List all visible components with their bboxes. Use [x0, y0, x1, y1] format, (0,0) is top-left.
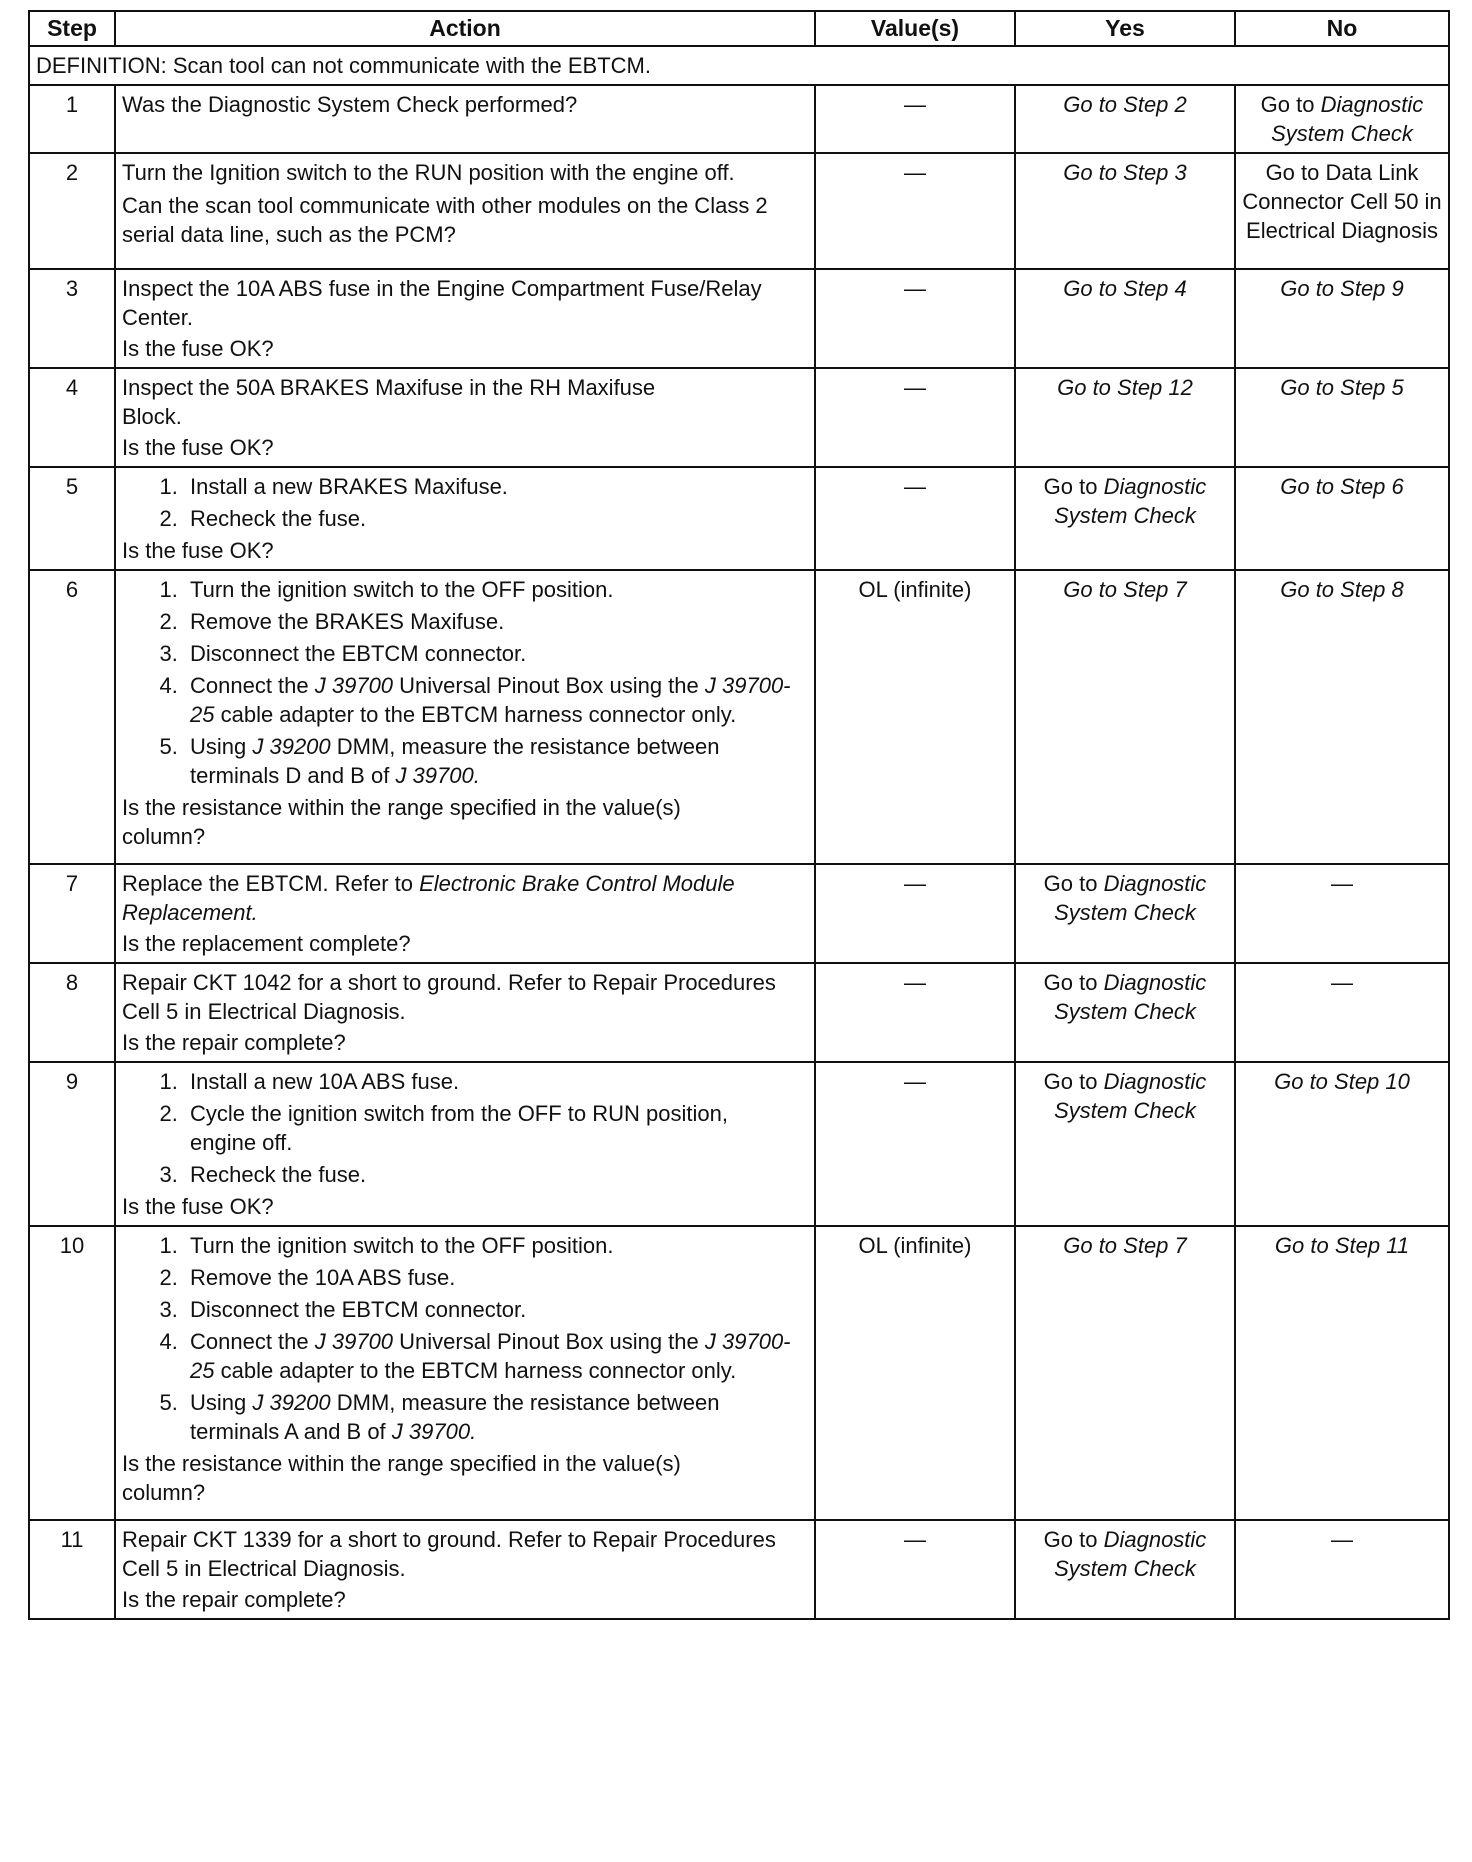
list-item: 1. Install a new BRAKES Maxifuse. — [184, 472, 808, 501]
action-text: Inspect the 10A ABS fuse in the Engine Compartment Fuse/Relay Center. — [122, 276, 762, 330]
yes-cell — [1015, 1520, 1235, 1619]
no-text: Go to Step 9 — [1280, 276, 1404, 301]
table-row — [29, 1520, 1449, 1619]
no-link-text: Diagnostic System Check — [1271, 92, 1424, 146]
tool-ref: J 39700-25 — [190, 673, 791, 727]
action-cell — [115, 467, 815, 570]
no-cell — [1235, 1226, 1449, 1520]
list-item: 2. Remove the BRAKES Maxifuse. — [184, 607, 808, 636]
no-text: Go to Step 6 — [1280, 474, 1404, 499]
value-cell: — — [815, 368, 1015, 467]
yes-cell — [1015, 570, 1235, 864]
action-question: Is the fuse OK? — [122, 435, 274, 460]
no-cell: — — [1235, 864, 1449, 963]
yes-link-text: Diagnostic System Check — [1054, 474, 1207, 528]
yes-text: Go to Step 7 — [1063, 1233, 1187, 1258]
yes-cell — [1015, 153, 1235, 269]
action-question: Is the fuse OK? — [122, 1194, 274, 1219]
list-item: 1. Install a new 10A ABS fuse. — [184, 1067, 748, 1096]
list-item: 2. Recheck the fuse. — [184, 504, 808, 533]
table-row — [29, 1226, 1449, 1520]
step-number: 3 — [29, 269, 115, 368]
action-text: Repair CKT 1339 for a short to ground. Refer to Repair Procedures Cell 5 in Electrical Diagnosis. — [122, 1527, 776, 1581]
action-question: Is the repair complete? — [122, 1030, 346, 1055]
yes-text: Go to Step 12 — [1057, 375, 1193, 400]
tool-ref: J 39200 — [252, 1390, 331, 1415]
yes-cell — [1015, 864, 1235, 963]
yes-text: Go to — [1043, 970, 1104, 995]
action-cell — [115, 85, 815, 153]
action-text: Inspect the 50A BRAKES Maxifuse in the RH Maxifuse Block. — [122, 375, 656, 429]
step-number: 10 — [29, 1226, 115, 1520]
tool-ref: J 39700 — [314, 1329, 394, 1354]
no-cell — [1235, 1062, 1449, 1226]
yes-text: Go to — [1043, 474, 1104, 499]
yes-text: Go to Step 2 — [1063, 92, 1187, 117]
table-row — [29, 963, 1449, 1062]
no-cell — [1235, 467, 1449, 570]
header-yes: Yes — [1015, 11, 1235, 46]
action-question: Is the resistance within the range specified in the value(s) column? — [122, 1451, 681, 1505]
list-item-text: cable adapter to the EBTCM harness connector only. — [214, 702, 737, 727]
action-cell — [115, 153, 815, 269]
no-cell: — — [1235, 963, 1449, 1062]
action-cell — [115, 570, 815, 864]
definition-text: DEFINITION: Scan tool can not communicate with the EBTCM. — [29, 46, 1449, 85]
list-item: 2. Cycle the ignition switch from the OFF to RUN position, engine off. — [184, 1099, 748, 1157]
table-row — [29, 467, 1449, 570]
list-item: 3. Disconnect the EBTCM connector. — [184, 1295, 808, 1324]
list-item: 2. Remove the 10A ABS fuse. — [184, 1263, 808, 1292]
action-cell — [115, 1226, 815, 1520]
yes-cell — [1015, 1062, 1235, 1226]
yes-cell — [1015, 1226, 1235, 1520]
no-text: Go to Step 10 — [1274, 1069, 1410, 1094]
action-steps-list — [122, 1067, 808, 1189]
tool-ref: J 39700. — [395, 763, 480, 788]
diagnostic-table — [28, 10, 1450, 1620]
no-cell: — — [1235, 1520, 1449, 1619]
tool-ref: J 39700. — [391, 1419, 477, 1444]
list-item-text: Universal Pinout Box using the — [393, 1329, 705, 1354]
no-text: Go to Step 11 — [1274, 1233, 1410, 1258]
list-item: 1. Turn the ignition switch to the OFF position. — [184, 575, 808, 604]
value-cell: — — [815, 269, 1015, 368]
list-item: 3. Recheck the fuse. — [184, 1160, 748, 1189]
action-question: Is the resistance within the range specified in the value(s) column? — [122, 795, 681, 849]
yes-cell — [1015, 368, 1235, 467]
list-item — [184, 1327, 808, 1385]
action-cell — [115, 1062, 815, 1226]
procedure-ref: Electronic Brake Control Module Replacement. — [122, 871, 735, 925]
list-item-text: Using — [190, 1390, 253, 1415]
yes-text: Go to — [1043, 1527, 1104, 1552]
no-text: Go to — [1260, 92, 1321, 117]
definition-row — [29, 46, 1449, 85]
step-number: 9 — [29, 1062, 115, 1226]
step-number: 4 — [29, 368, 115, 467]
step-number: 6 — [29, 570, 115, 864]
step-number: 7 — [29, 864, 115, 963]
list-item — [184, 732, 808, 790]
action-cell — [115, 864, 815, 963]
list-item — [184, 671, 808, 729]
yes-cell — [1015, 467, 1235, 570]
yes-link-text: Diagnostic System Check — [1054, 1527, 1207, 1581]
action-cell — [115, 368, 815, 467]
header-row — [29, 11, 1449, 46]
action-question: Is the replacement complete? — [122, 931, 411, 956]
no-cell — [1235, 269, 1449, 368]
header-no: No — [1235, 11, 1449, 46]
tool-ref: J 39700-25 — [190, 1329, 791, 1383]
header-action: Action — [115, 11, 815, 46]
tool-ref: J 39700 — [314, 673, 394, 698]
no-cell — [1235, 85, 1449, 153]
table-row — [29, 864, 1449, 963]
no-cell — [1235, 368, 1449, 467]
yes-cell — [1015, 269, 1235, 368]
table-row — [29, 85, 1449, 153]
value-cell: OL (infinite) — [815, 1226, 1015, 1520]
action-text: Turn the Ignition switch to the RUN position with the engine off. — [122, 160, 735, 185]
list-item: 3. Disconnect the EBTCM connector. — [184, 639, 808, 668]
step-number: 11 — [29, 1520, 115, 1619]
value-cell: — — [815, 1062, 1015, 1226]
yes-link-text: Diagnostic System Check — [1054, 970, 1207, 1024]
tool-ref: J 39200 — [252, 734, 331, 759]
yes-text: Go to — [1043, 871, 1104, 896]
table-row — [29, 570, 1449, 864]
yes-link-text: Diagnostic System Check — [1054, 871, 1207, 925]
yes-cell — [1015, 963, 1235, 1062]
list-item-text: Connect the — [190, 673, 315, 698]
no-cell: Go to Data Link Connector Cell 50 in Electrical Diagnosis — [1235, 153, 1449, 269]
list-item-text: Universal Pinout Box using the — [393, 673, 705, 698]
header-step: Step — [29, 11, 115, 46]
action-cell — [115, 963, 815, 1062]
table-row — [29, 368, 1449, 467]
yes-text: Go to — [1043, 1069, 1104, 1094]
action-text: Repair CKT 1042 for a short to ground. Refer to Repair Procedures Cell 5 in Electrical Diagnosis. — [122, 970, 776, 1024]
no-text: Go to Step 5 — [1280, 375, 1404, 400]
value-cell: — — [815, 153, 1015, 269]
action-question: Is the repair complete? — [122, 1587, 346, 1612]
step-number: 2 — [29, 153, 115, 269]
no-text: Go to Step 8 — [1280, 577, 1404, 602]
action-cell — [115, 1520, 815, 1619]
action-steps-list — [122, 472, 808, 533]
yes-text: Go to Step 7 — [1063, 577, 1187, 602]
yes-text: Go to Step 3 — [1063, 160, 1187, 185]
action-question: Is the fuse OK? — [122, 538, 274, 563]
step-number: 8 — [29, 963, 115, 1062]
list-item: 1. Turn the ignition switch to the OFF position. — [184, 1231, 808, 1260]
list-item — [184, 1388, 808, 1446]
yes-cell — [1015, 85, 1235, 153]
table-row — [29, 153, 1449, 269]
value-cell: — — [815, 85, 1015, 153]
value-cell: — — [815, 963, 1015, 1062]
action-steps-list — [122, 1231, 808, 1446]
action-cell — [115, 269, 815, 368]
list-item-text: DMM, measure the resistance between terminals D and B of — [190, 734, 720, 788]
step-number: 5 — [29, 467, 115, 570]
action-question: Can the scan tool communicate with other modules on the Class 2 serial data line, such as the PCM? — [122, 193, 768, 247]
yes-text: Go to Step 4 — [1063, 276, 1187, 301]
list-item-text: Connect the — [190, 1329, 315, 1354]
table-row — [29, 269, 1449, 368]
list-item-text: Using — [190, 734, 253, 759]
list-item-text: cable adapter to the EBTCM harness connector only. — [214, 1358, 737, 1383]
action-text-part: Replace the EBTCM. Refer to — [122, 871, 420, 896]
value-cell: — — [815, 467, 1015, 570]
value-cell: — — [815, 1520, 1015, 1619]
action-text — [122, 869, 808, 927]
header-values: Value(s) — [815, 11, 1015, 46]
table-row — [29, 1062, 1449, 1226]
action-question: Is the fuse OK? — [122, 336, 274, 361]
action-text: Was the Diagnostic System Check performed? — [122, 92, 578, 117]
value-cell: OL (infinite) — [815, 570, 1015, 864]
action-steps-list — [122, 575, 808, 790]
step-number: 1 — [29, 85, 115, 153]
value-cell: — — [815, 864, 1015, 963]
yes-link-text: Diagnostic System Check — [1054, 1069, 1207, 1123]
no-cell — [1235, 570, 1449, 864]
list-item-text: DMM, measure the resistance between terminals A and B of — [190, 1390, 720, 1444]
